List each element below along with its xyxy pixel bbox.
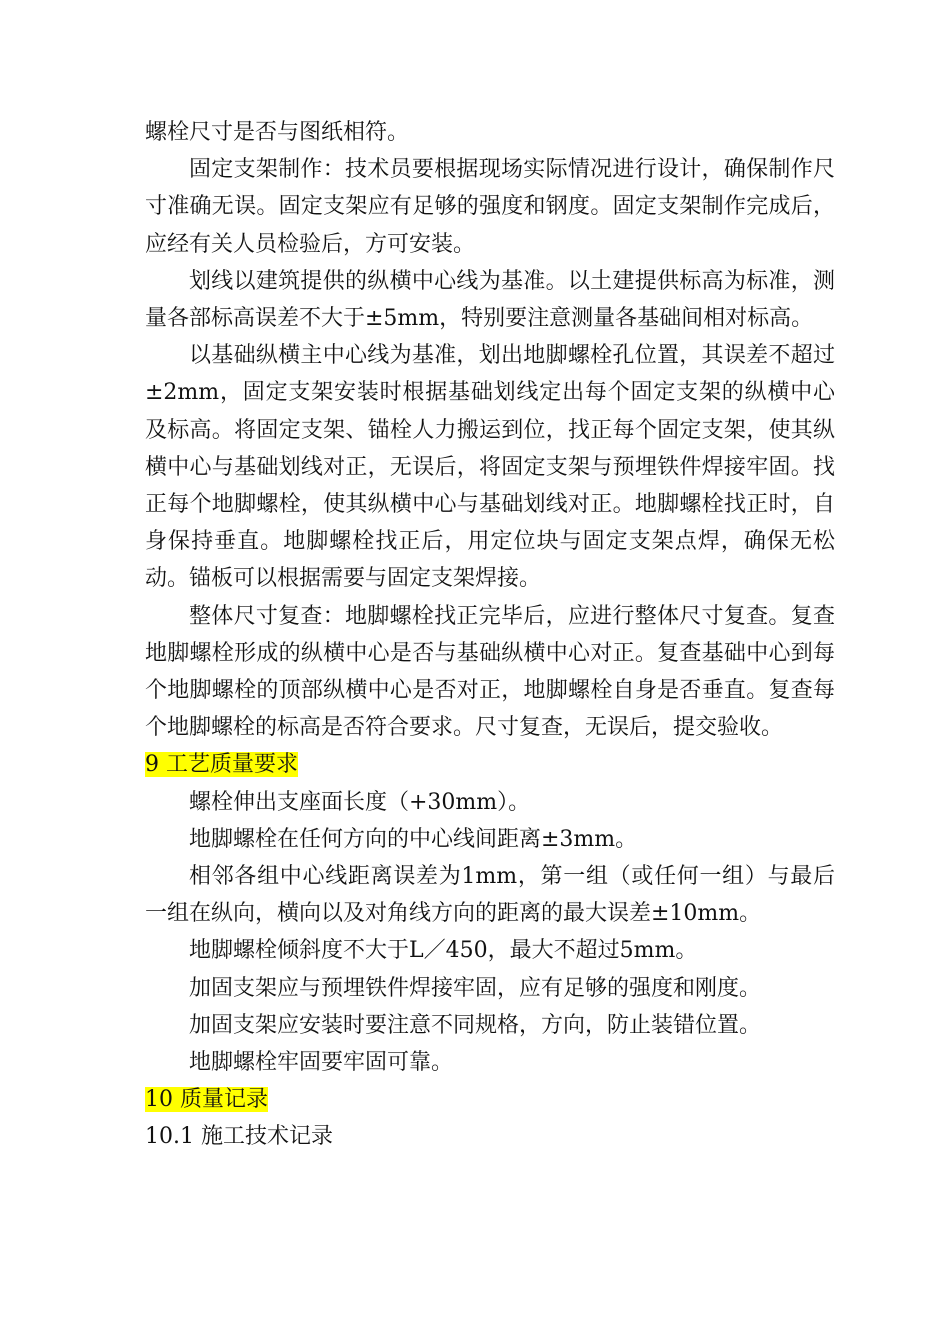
quality-item-inclination: 地脚螺栓倾斜度不大于L／450，最大不超过5mm。 [189,938,698,964]
quality-item-support-installation: 加固支架应安装时要注意不同规格，方向，防止装错位置。 [189,1012,762,1038]
paragraph-bolt-size-check: 螺栓尺寸是否与图纸相符。 [145,120,410,145]
section-heading-10 [145,1081,835,1118]
paragraph-fixed-support-fabrication: 固定支架制作：技术员要根据现场实际情况进行设计，确保制作尺寸准确无误。固定支架应有足够的强度和钢度。固定支架制作完成后，应经有关人员检验后，方可安装。 [145,157,835,257]
subsection-heading-10-1: 10.1 施工技术记录 [145,1124,333,1150]
quality-item-support-welding: 加固支架应与预埋铁件焊接牢固，应有足够的强度和刚度。 [189,975,762,1001]
document-body [145,114,835,1156]
paragraph-overall-dimension-recheck: 整体尺寸复查：地脚螺栓找正完毕后，应进行整体尺寸复查。复查地脚螺栓形成的纵横中心是否与基础纵横中心对正。复查基础中心到每个地脚螺栓的顶部纵横中心是否对正，地脚螺栓自身是否垂直。复查每个地脚螺栓的标高是否符合要求。尺寸复查，无误后，提交验收。 [145,603,835,741]
paragraph-bolt-hole-positioning: 以基础纵横主中心线为基准，划出地脚螺栓孔位置，其误差不超过±2mm，固定支架安装时根据基础划线定出每个固定支架的纵横中心及标高。将固定支架、锚栓人力搬运到位，找正每个固定支架，使其纵横中心与基础划线对正，无误后，将固定支架与预埋铁件焊接牢固。找正每个地脚螺栓，使其纵横中心与基础划线对正。地脚螺栓找正时，自身保持垂直。地脚螺栓找正后，用定位块与固定支架点焊，确保无松动。锚板可以根据需要与固定支架焊接。 [145,343,835,592]
quality-item-centerline-distance: 地脚螺栓在任何方向的中心线间距离±3mm。 [189,826,638,852]
section-heading-10-text: 10 质量记录 [145,1087,268,1113]
quality-item-group-tolerance: 相邻各组中心线距离误差为1mm，第一组（或任何一组）与最后一组在纵向，横向以及对角线方向的距离的最大误差±10mm。 [145,864,835,927]
paragraph-layout-marking: 划线以建筑提供的纵横中心线为基准。以土建提供标高为标准，测量各部标高误差不大于±5mm，特别要注意测量各基础间相对标高。 [145,268,835,332]
quality-item-bolt-fastening: 地脚螺栓牢固要牢固可靠。 [189,1050,454,1076]
section-heading-9-text: 9 工艺质量要求 [145,752,298,778]
section-heading-9 [145,746,835,783]
quality-item-bolt-protrusion: 螺栓伸出支座面长度（+30mm）。 [189,789,531,815]
